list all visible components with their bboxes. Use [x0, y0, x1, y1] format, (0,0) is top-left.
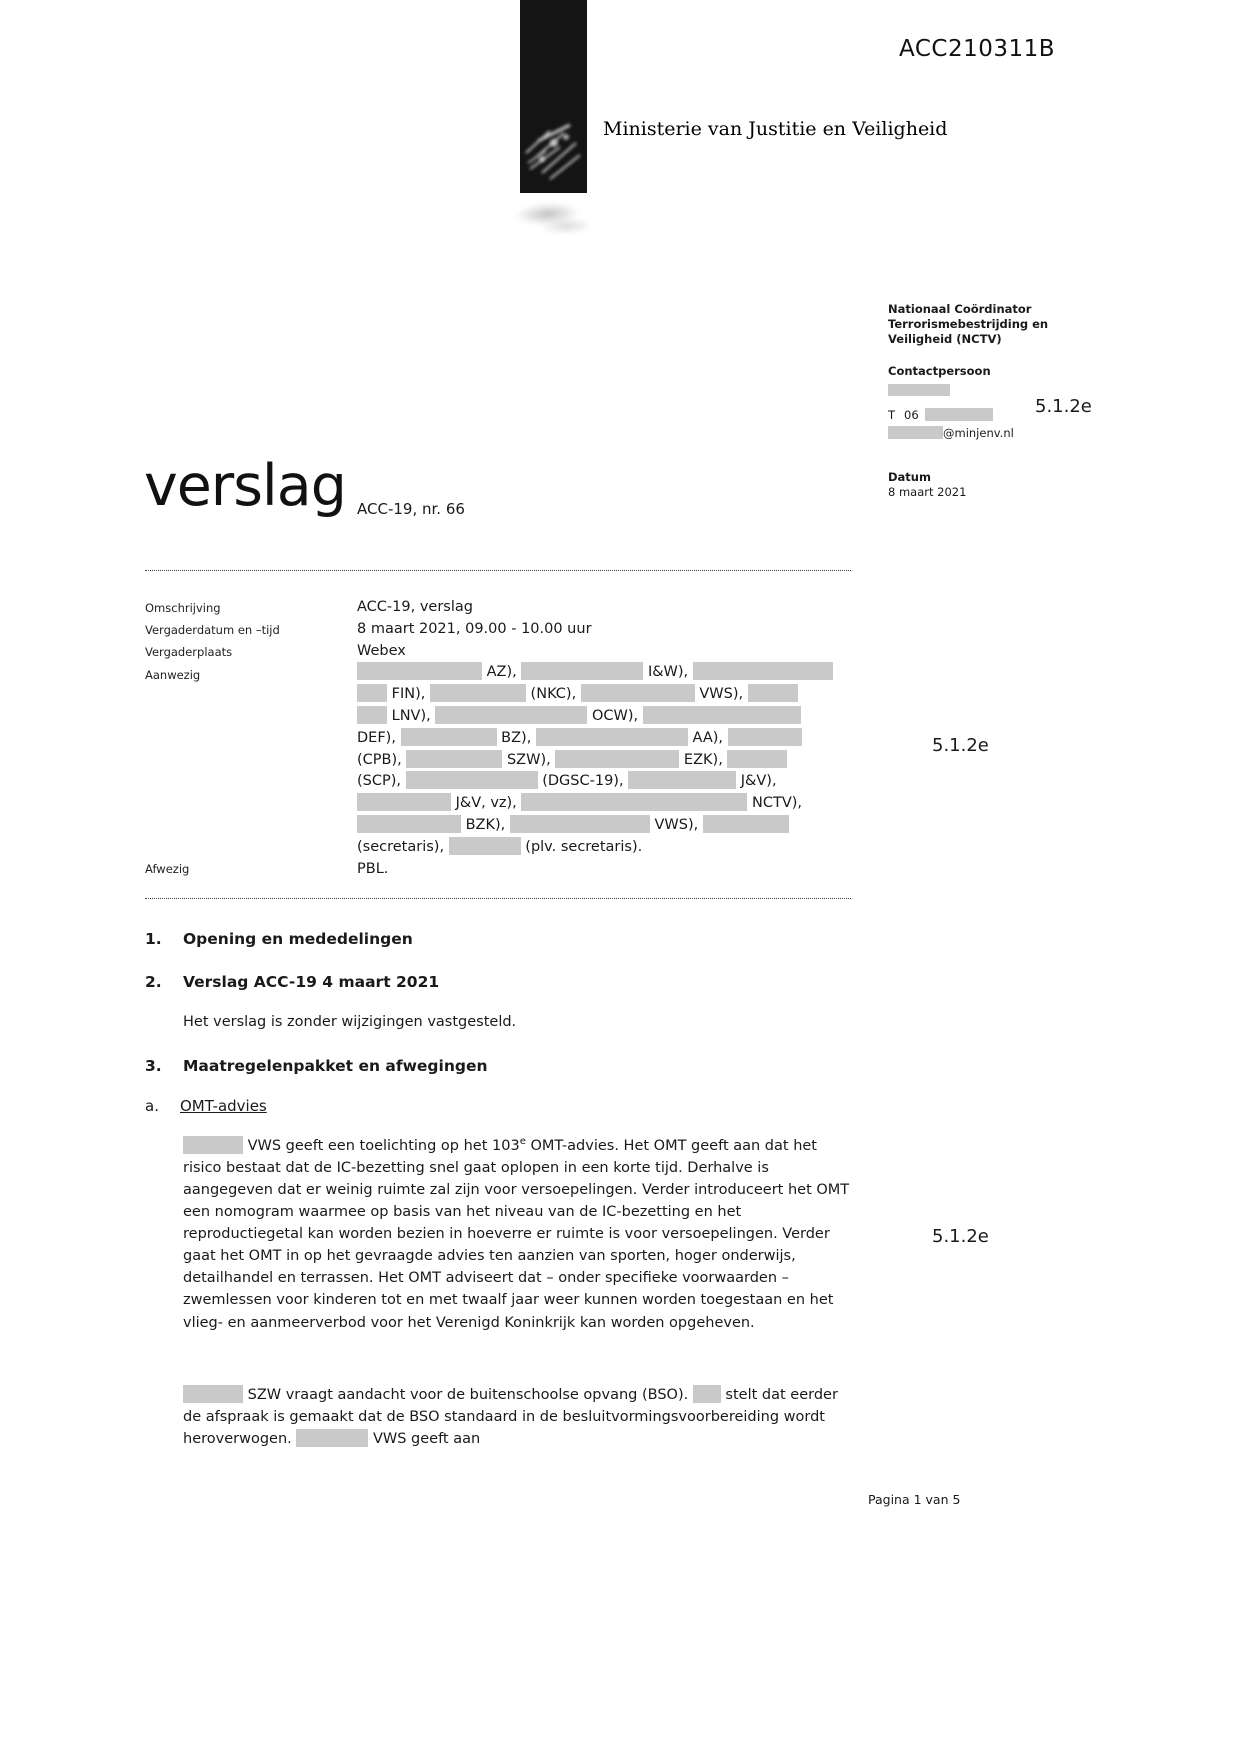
attendee-line: J&V, vz), NCTV), [357, 793, 877, 815]
section-heading-1 [145, 930, 413, 948]
redaction-box [183, 1385, 243, 1403]
phone-digits: 06 [904, 408, 919, 422]
redaction-box [357, 662, 482, 680]
section-2-body: Het verslag is zonder wijzigingen vastgesteld. [183, 1014, 517, 1030]
redaction-box [449, 837, 521, 855]
section-heading-3 [145, 1057, 488, 1075]
document-subtitle: ACC-19, nr. 66 [357, 500, 465, 518]
email-domain: @minjenv.nl [943, 426, 1014, 440]
org-name-line: Nationaal Coördinator [888, 302, 1032, 316]
contact-label: Contactpersoon [888, 364, 991, 378]
section-title: Opening en mededelingen [183, 930, 413, 948]
redaction-box [693, 662, 833, 680]
meeting-datetime: 8 maart 2021, 09.00 - 10.00 uur [357, 620, 592, 637]
meta-label-afwezig: Afwezig [145, 862, 190, 876]
redaction-box [406, 771, 538, 789]
divider [145, 898, 851, 899]
attendee-line: BZK), VWS), [357, 815, 877, 837]
redaction-box [888, 426, 943, 439]
subsection-heading-a [145, 1097, 267, 1115]
section-title: Maatregelenpakket en afwegingen [183, 1057, 488, 1075]
meeting-location: Webex [357, 642, 406, 659]
document-title: verslag [144, 453, 346, 519]
page-number: Pagina 1 van 5 [868, 1492, 961, 1507]
logo-watermark [510, 198, 599, 238]
redaction-box [435, 706, 587, 724]
date-value: 8 maart 2021 [888, 485, 967, 499]
redaction-box [555, 750, 679, 768]
redaction-box [521, 793, 747, 811]
meeting-description: ACC-19, verslag [357, 599, 473, 615]
org-name-line: Veiligheid (NCTV) [888, 332, 1002, 346]
body-paragraph: SZW vraagt aandacht voor de buitenschoolse opvang (BSO). stelt dat eerder de afspraak is gemaakt dat de BSO standaard in de besluitvormingsvoorbereiding wordt heroverwogen. VWS geeft aan [183, 1387, 838, 1448]
attendee-line: FIN), (NKC), VWS), [357, 684, 877, 706]
meta-values [357, 597, 877, 880]
ministry-name: Ministerie van Justitie en Veiligheid [603, 118, 948, 140]
redaction-box [703, 815, 789, 833]
redaction-box [406, 750, 502, 768]
attendee-line: DEF), BZ), AA), [357, 728, 877, 750]
redaction-box [536, 728, 688, 746]
section-title: Verslag ACC-19 4 maart 2021 [183, 973, 440, 991]
redaction-box [357, 684, 387, 702]
attendees-list [357, 662, 877, 858]
redaction-box [628, 771, 736, 789]
section-heading-2 [145, 973, 439, 991]
redaction-box [357, 706, 387, 724]
attendee-line: AZ), I&W), [357, 662, 877, 684]
attendee-line: (secretaris), (plv. secretaris). [357, 838, 643, 855]
meta-label-vergaderdatum: Vergaderdatum en –tijd [145, 623, 280, 637]
ministry-logo [520, 0, 587, 193]
phone-label: T [888, 408, 896, 422]
redaction-box [925, 408, 993, 421]
coat-of-arms-icon [520, 103, 587, 191]
meta-label-vergaderplaats: Vergaderplaats [145, 645, 233, 659]
email-row [888, 426, 1118, 441]
section-number: 2. [145, 973, 162, 991]
redaction-code: 5.1.2e [1035, 396, 1092, 417]
redaction-box [296, 1429, 368, 1447]
redaction-code: 5.1.2e [932, 1226, 989, 1247]
redaction-box [430, 684, 526, 702]
section-number: 3. [145, 1057, 162, 1075]
redaction-box [401, 728, 497, 746]
attendee-line: (SCP), (DGSC-19), J&V), [357, 773, 777, 790]
redaction-box [581, 684, 695, 702]
org-name-line: Terrorismebestrijding en [888, 317, 1049, 331]
redaction-box [521, 662, 643, 680]
redaction-box [357, 793, 451, 811]
meta-label-omschrijving: Omschrijving [145, 601, 221, 615]
attendee-line: (CPB), SZW), EZK), [357, 750, 877, 772]
redaction-box [888, 384, 950, 396]
absent-value: PBL. [357, 860, 389, 877]
redaction-box [727, 750, 787, 768]
redaction-box [357, 815, 461, 833]
redaction-box [510, 815, 650, 833]
attendee-line: LNV), OCW), [357, 706, 877, 728]
redaction-box [748, 684, 798, 702]
redaction-box [728, 728, 802, 746]
redaction-box [693, 1385, 721, 1403]
subsection-title: OMT-advies [180, 1097, 267, 1115]
redaction-box [183, 1136, 243, 1154]
redaction-code: 5.1.2e [932, 735, 989, 756]
divider [145, 570, 851, 571]
date-label: Datum [888, 470, 931, 484]
meta-label-aanwezig: Aanwezig [145, 668, 201, 682]
subsection-number: a. [145, 1097, 159, 1115]
document-reference: ACC210311B [899, 36, 1056, 62]
body-paragraph: VWS geeft een toelichting op het 103e OMT-advies. Het OMT geeft aan dat het risico bestaat dat de IC-bezetting snel gaat oplopen in een korte tijd. Derhalve is aangegeven dat er weinig ruimte zal zijn voor versoepelingen. Verder introduceert het OMT een nomogram waarmee op basis van het niveau van de IC-bezetting en het reproductiegetal kan worden bezien in hoeverre er ruimte is voor versoepelingen. Verder gaat het OMT in op het gevraagde advies ten aanzien van sporten, hoger onderwijs, detailhandel en terrassen. Het OMT adviseert dat – onder specifieke voorwaarden – zwemlessen voor kinderen tot en met twaalf jaar weer kunnen worden toegestaan en het vlieg- en aanmeerverbod voor het Verenigd Koninkrijk kan worden opgeheven. [183, 1136, 850, 1331]
redaction-box [643, 706, 801, 724]
section-number: 1. [145, 930, 162, 948]
